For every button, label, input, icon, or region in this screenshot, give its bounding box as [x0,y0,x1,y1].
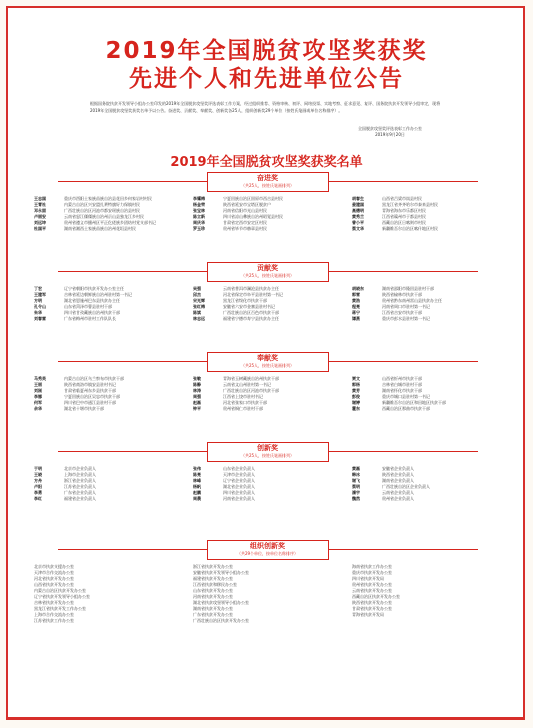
winner-affiliation: 江西省赣州市于都县村民 [382,214,426,219]
section-subtitle: （共25人，按姓氏笔画排列） [240,363,295,368]
list-item [352,406,501,412]
winner-affiliation: 黑龙江省绥化市扶贫干部 [223,298,267,303]
list-item [34,316,183,322]
winner-affiliation: 吉林省白城市驻村干部 [382,382,422,387]
winner-name: 姜建国 [352,202,364,207]
column-3 [352,564,501,624]
org-item: 河北省扶贫开发办公室 [34,576,74,581]
winner-affiliation: 陕西省企业负责人 [382,472,414,477]
winner-name: 魏然 [352,496,360,501]
winner-affiliation: 江西省吉安市扶贫干部 [382,310,422,315]
winner-affiliation: 甘肃省临夏州东乡县扶贫干部 [64,388,116,393]
winner-name: 于明 [34,466,42,471]
winner-name: 何军 [34,400,42,405]
winner-affiliation: 浙江省企业负责人 [64,478,96,483]
section-columns [34,196,501,232]
winner-name: 邓永固 [34,208,46,213]
org-item: 贵州省扶贫开发办公室 [352,582,392,587]
section-subtitle: （共25人，按姓氏笔画排列） [240,273,295,278]
org-item: 安徽省扶贫开发领导小组办公室 [193,570,249,575]
winner-affiliation: 河北省张家口市扶贫干部 [223,400,267,405]
section-columns [34,376,501,412]
winner-affiliation: 湖北省十堰市扶贫干部 [64,406,104,411]
winner-affiliation: 山西省忻州市扶贫干部 [382,376,422,381]
winner-affiliation: 青海省海东市乐都区村民 [382,208,426,213]
signoff-org: 全国脱贫攻坚奖评选表彰工作办公室 [358,126,422,131]
winner-affiliation: 河北省保定市阜平县驻村第一书记 [223,292,283,297]
section-subtitle: （共25人，按姓氏笔画排列） [240,453,295,458]
column-1 [34,564,183,624]
winner-name: 王志国 [34,196,46,201]
section-ribbon [148,262,388,282]
winner-affiliation: 福建省宁德市寿宁县扶贫办主任 [223,316,279,321]
list-title: 2019年全国脱贫攻坚奖获奖名单 [170,155,363,170]
winner-affiliation: 北京市企业负责人 [64,466,96,471]
signoff [330,126,450,138]
winner-name: 胡晓东 [352,286,364,291]
org-item: 天津市合作交流办公室 [34,570,74,575]
winner-affiliation: 广西壮族自治区河池市扶贫干部 [223,388,279,393]
winner-affiliation: 贵州省毕节市赫章县村民 [223,226,267,231]
winner-affiliation: 贵州省遵义市播州区平正仡佬族乡团结村党支部书记 [64,220,156,225]
org-item: 湖南省扶贫开发办公室 [193,606,233,611]
winner-name: 周庆华 [193,220,205,225]
column-2 [193,466,342,502]
winner-affiliation: 上海市企业负责人 [64,472,96,477]
section-ribbon [148,352,388,372]
org-item: 福建省扶贫开发办公室 [193,576,233,581]
winner-name: 孔令山 [34,304,46,309]
winner-name: 方舟 [34,478,42,483]
column-3 [352,376,501,412]
winner-affiliation: 湖北省企业负责人 [223,484,255,489]
org-item: 山西省扶贫开发办公室 [34,582,74,587]
winner-name: 朱华 [34,310,42,315]
winner-affiliation: 河南省企业负责人 [223,496,255,501]
section-title: 创新奖 [257,444,278,452]
winner-affiliation: 天津市企业负责人 [223,472,255,477]
winner-affiliation: 云南省怒江傈僳族自治州贡山县独龙江乡村民 [64,214,144,219]
section-ribbon [148,172,388,192]
winner-name: 罗玉珍 [193,226,205,231]
column-1 [34,286,183,322]
section-title: 组织创新奖 [250,542,285,550]
winner-affiliation: 内蒙古自治区乌兰察布市扶贫干部 [64,376,124,381]
org-item: 江苏省扶贫工作办公室 [34,618,74,623]
winner-name: 杨金荣 [193,202,205,207]
winner-name: 李耀梅 [193,196,205,201]
list-item [193,496,342,502]
winner-name: 刘春雷 [34,316,46,321]
org-item: 西藏自治区扶贫开发办公室 [352,594,400,599]
winner-name: 黄浩 [352,298,360,303]
column-1 [34,376,183,412]
winner-name: 吴强 [193,286,201,291]
winner-name: 王建军 [34,292,46,297]
section-columns [34,286,501,322]
winner-name: 曾小平 [352,220,364,225]
winner-name: 蒋宁 [352,310,360,315]
winner-name: 赵鹏 [193,490,201,495]
section-fengxian [34,352,501,412]
section-ribbon [148,540,388,560]
winner-affiliation: 陕西省榆林市扶贫干部 [382,292,422,297]
winner-name: 张宝林 [193,208,205,213]
winner-name: 钟平 [193,406,201,411]
column-2 [193,564,342,624]
winner-name: 刘刚 [34,388,42,393]
winner-affiliation: 山东省企业负责人 [223,466,255,471]
winner-affiliation: 湖北省恩施州巴东县扶贫办主任 [64,298,120,303]
column-3 [352,286,501,322]
winner-name: 张伟 [193,466,201,471]
org-item: 上海市合作交流办公室 [34,612,74,617]
winner-affiliation: 甘肃省定西市安定区村民 [223,220,267,225]
section-fenjin [34,172,501,232]
org-item: 四川省扶贫开发局 [352,576,384,581]
winner-name: 赵磊 [193,400,201,405]
winner-affiliation: 宁夏回族自治区吴忠市扶贫干部 [64,394,120,399]
winner-name: 彭俊 [352,394,360,399]
winner-name: 邱杰 [193,292,201,297]
winner-name: 胡春生 [352,196,364,201]
winner-name: 李红 [34,496,42,501]
winner-name: 林峰 [193,478,201,483]
winner-affiliation: 湖南省怀化市扶贫干部 [382,388,422,393]
winner-name: 丁宏 [34,286,42,291]
org-item: 北京市扶贫支援办公室 [34,564,74,569]
org-item: 云南省扶贫开发办公室 [352,588,392,593]
section-gongxian [34,262,501,322]
winner-affiliation: 广东省梅州市驻村工作队队长 [64,316,116,321]
winner-affiliation: 四川省凉山彝族自治州昭觉县村民 [223,214,283,219]
org-item: 甘肃省扶贫开发办公室 [352,606,392,611]
winner-name: 方明 [34,298,42,303]
section-subtitle: （共29个单位，按单位名称排序） [236,551,299,556]
intro-paragraph: 根据国务院扶贫开发领导小组办公室印发的2019年全国脱贫攻坚奖评选表彰工作方案，经过组织推荐、资格审核、初评、网络投票、实地考察、征求意见、复评、国务院扶贫开发领导小组审定，现将2019年全国脱贫攻坚奖获奖名单予以公告。奋进奖、贡献奖、奉献奖、创新奖各25人，组织创新奖29个单位（按姓氏笔画或单位名称排序）。 [90,101,441,113]
org-item: 内蒙古自治区扶贫开发办公室 [34,588,86,593]
winner-name: 陈斌 [193,310,201,315]
winner-name: 王晓 [34,472,42,477]
winner-name: 陈立新 [193,214,205,219]
winner-affiliation: 贵州省黔东南州雷山县扶贫办主任 [382,298,442,303]
winner-name: 刘远坤 [34,220,46,225]
list-item [34,496,183,502]
winner-affiliation: 安徽省六安市金寨县驻村书记 [223,304,275,309]
winner-name: 蔡文华 [352,226,364,231]
section-ribbon [148,442,388,462]
winner-affiliation: 湖南省湘西土家族苗族自治州花垣县村民 [64,226,136,231]
winner-affiliation: 宁夏回族自治区固原市西吉县村民 [223,196,283,201]
winner-affiliation: 内蒙古自治区兴安盟扎赉特旗好力保镇村民 [64,202,140,207]
winner-name: 高德明 [352,208,364,213]
winner-affiliation: 新疆维吾尔自治区喀什地区村民 [382,226,438,231]
winner-name: 杨帆 [193,484,201,489]
winner-name: 谢飞 [352,478,360,483]
winner-name: 马秀英 [34,376,46,381]
org-item: 青海省扶贫开发局 [352,612,384,617]
winner-name: 潘宇 [352,490,360,495]
org-item: 黑龙江省扶贫开发工作办公室 [34,606,86,611]
winner-name: 周强 [193,394,201,399]
winner-name: 郭杨 [352,382,360,387]
winner-affiliation: 贵州省铜仁市驻村干部 [223,406,263,411]
winner-name: 黄秀兰 [352,214,364,219]
winner-affiliation: 广西壮族自治区百色市扶贫干部 [223,310,279,315]
org-item: 山东省扶贫开发办公室 [193,588,233,593]
headline-line1: 2019年全国脱贫攻坚奖获奖 [105,38,428,64]
winner-affiliation: 福建省企业负责人 [64,496,96,501]
winner-name: 李娜 [34,394,42,399]
winner-affiliation: 西藏自治区那曲市扶贫干部 [382,406,430,411]
section-title: 奋进奖 [257,174,278,182]
org-item: 吉林省扶贫开发办公室 [34,600,74,605]
winner-affiliation: 河南省信阳市光山县村民 [223,208,267,213]
winner-name: 张敏 [193,376,201,381]
winner-name: 郭雪 [352,292,360,297]
column-1 [34,466,183,502]
winner-name: 蔡明 [352,484,360,489]
winner-name: 王丽 [34,382,42,387]
section-columns [34,466,501,502]
winner-name: 李勇 [34,490,42,495]
winner-name: 谭燕 [352,316,360,321]
list-item [193,406,342,412]
winner-affiliation: 江西省上饶市驻村书记 [223,394,263,399]
winner-affiliation: 四川省巴中市通江县驻村干部 [64,400,116,405]
org-item: 辽宁省扶贫开发领导小组办公室 [34,594,90,599]
winner-affiliation: 河南省周口市驻村第一书记 [382,304,430,309]
winner-name: 韩冰 [352,472,360,477]
winner-affiliation: 重庆市酉阳土家族苗族自治县花田乡何家岩村村民 [64,196,152,201]
winner-affiliation: 辽宁省企业负责人 [223,478,255,483]
winner-affiliation: 新疆维吾尔自治区和田地区扶贫干部 [382,400,446,405]
winner-affiliation: 重庆市城口县驻村第一书记 [382,394,430,399]
winner-affiliation: 黑龙江省齐齐哈尔市泰来县村民 [382,202,438,207]
section-title: 贡献奖 [257,264,278,272]
section-columns [34,564,501,624]
winner-name: 张红梅 [193,304,205,309]
list-item [34,226,183,232]
section-subtitle: （共25人，按姓氏笔画排列） [240,183,295,188]
section-zuzhi-chuangxin [34,540,501,624]
winner-affiliation: 广西壮族自治区企业负责人 [382,484,430,489]
bottom-stripe [6,717,525,720]
winner-affiliation: 重庆市彭水县驻村第一书记 [382,316,430,321]
headline-line2: 先进个人和先进单位公告 [129,66,404,92]
winner-affiliation: 西藏自治区日喀则市村民 [382,220,426,225]
org-item: 陕西省扶贫开发办公室 [352,600,392,605]
org-item: 海南省扶贫工作办公室 [352,564,392,569]
winner-affiliation: 青海省玉树藏族自治州扶贫干部 [223,376,279,381]
org-item: 浙江省扶贫开发办公室 [193,564,233,569]
winner-affiliation: 云南省企业负责人 [382,490,414,495]
org-item: 重庆市扶贫开发办公室 [352,570,392,575]
column-1 [34,196,183,232]
list-item [193,226,342,232]
winner-affiliation: 安徽省企业负责人 [382,466,414,471]
list-item [352,496,501,502]
org-item: 广西壮族自治区扶贫开发办公室 [193,618,249,623]
winner-affiliation: 吉林省延边朝鲜族自治州驻村第一书记 [64,292,132,297]
winner-name: 余华 [34,406,42,411]
winner-name: 陈亮 [193,472,201,477]
winner-name: 林涛 [193,388,201,393]
winner-name: 贾文 [352,376,360,381]
winner-name: 周晨 [193,496,201,501]
winner-name: 宋光辉 [193,298,205,303]
winner-affiliation: 江苏省企业负责人 [64,484,96,489]
winner-name: 程亮 [352,304,360,309]
winner-affiliation: 四川省甘孜藏族自治州扶贫干部 [64,310,120,315]
org-item: 江西省扶贫和移民办公室 [193,582,237,587]
list-item [193,316,342,322]
list-item [352,316,501,322]
winner-affiliation: 广东省企业负责人 [64,490,96,495]
winner-affiliation: 山西省吕梁市岚县村民 [382,196,422,201]
winner-name: 林志远 [193,316,205,321]
winner-affiliation: 云南省文山州驻村第一书记 [223,382,271,387]
winner-name: 黄磊 [352,466,360,471]
winner-name: 王青社 [34,202,46,207]
winner-name: 陈静 [193,382,201,387]
signoff-date: 2019年9月20日 [375,132,405,137]
column-3 [352,466,501,502]
column-2 [193,376,342,412]
winner-affiliation: 辽宁省朝阳市扶贫开发办公室主任 [64,286,124,291]
winner-name: 霍东 [352,406,360,411]
list-item [34,406,183,412]
winner-affiliation: 贵州省企业负责人 [382,496,414,501]
winner-name: 卢阳 [34,484,42,489]
winner-affiliation: 四川省企业负责人 [223,490,255,495]
winner-affiliation: 云南省普洱市澜沧县扶贫办主任 [223,286,279,291]
winner-affiliation: 湖南省企业负责人 [382,478,414,483]
winner-name: 卢丽安 [34,214,46,219]
winner-affiliation: 陕西省延安市宝塔区脱贫户 [223,202,271,207]
winner-affiliation: 山东省菏泽市曹县驻村干部 [64,304,112,309]
org-item: 广东省扶贫开发办公室 [193,612,233,617]
winner-name: 黄芳 [352,388,360,393]
section-chuangxin [34,442,501,502]
list-item [352,226,501,232]
winner-name: 谢婷 [352,400,360,405]
section-title: 奉献奖 [257,354,278,362]
winner-affiliation: 湖南省邵阳市隆回县驻村干部 [382,286,434,291]
column-3 [352,196,501,232]
column-2 [193,286,342,322]
org-item: 湖北省扶贫攻坚领导小组办公室 [193,600,249,605]
winner-affiliation: 陕西省商洛市镇安县驻村书记 [64,382,116,387]
column-2 [193,196,342,232]
winner-affiliation: 广西壮族自治区河池市都安瑶族自治县村民 [64,208,140,213]
winner-name: 杜国平 [34,226,46,231]
org-item: 河南省扶贫开发办公室 [193,594,233,599]
